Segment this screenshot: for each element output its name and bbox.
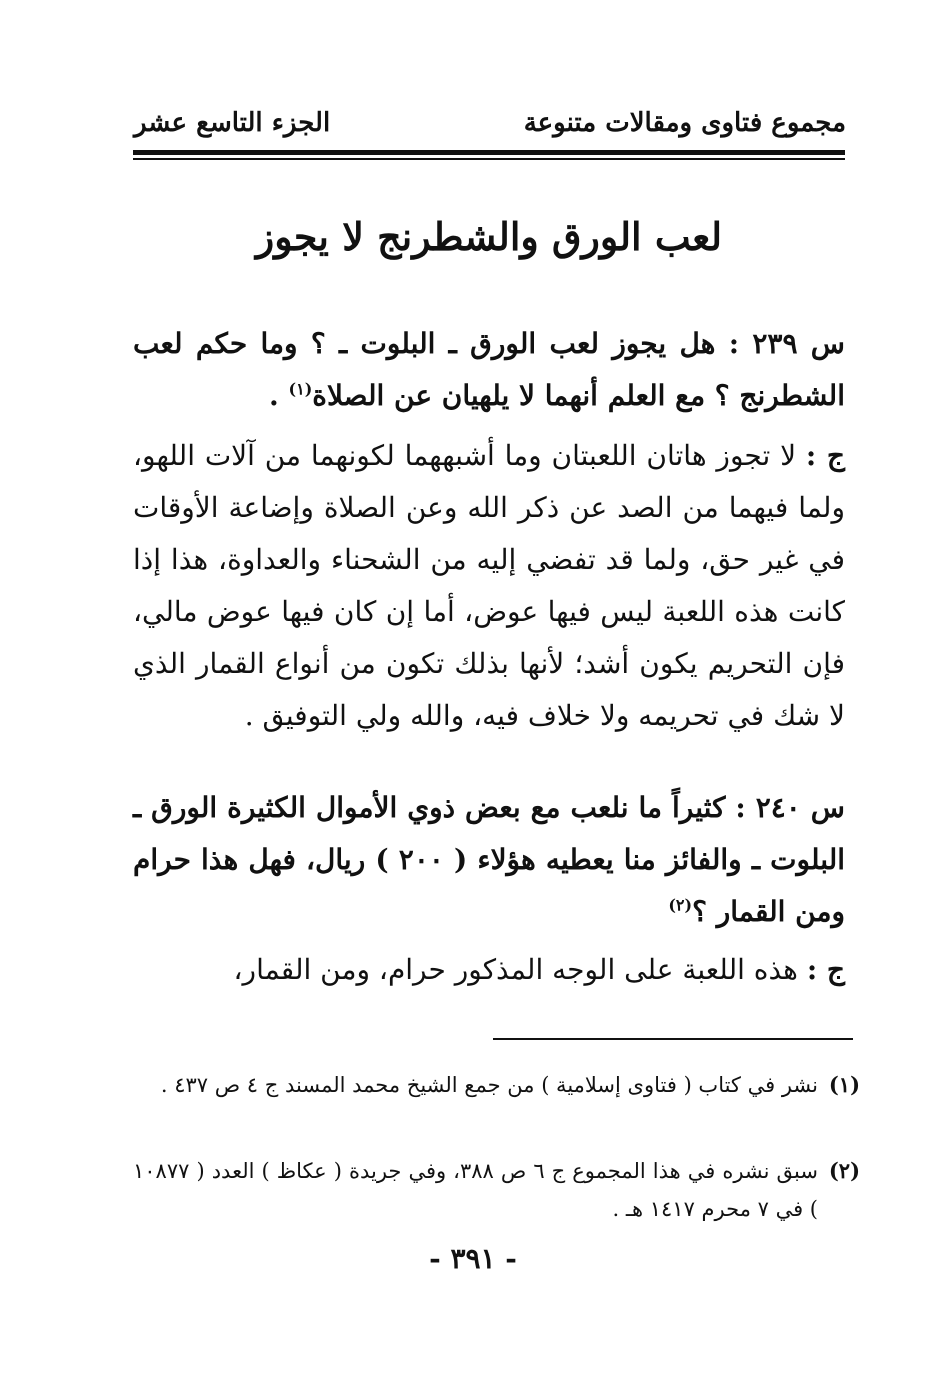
footnote-1 <box>133 1066 860 1104</box>
footnote-ref-2: (٢) <box>668 895 693 915</box>
question-240 <box>133 782 845 938</box>
answer-239 <box>133 430 845 742</box>
answer-text: هذه اللعبة على الوجه المذكور حرام، ومن القمار، <box>233 953 798 986</box>
footnote-text: سبق نشره في هذا المجموع ج ٦ ص ٣٨٨، وفي جريدة ( عكاظ ) العدد ( ١٠٨٧٧ ) في ٧ محرم ١٤١٧ هـ . <box>133 1159 818 1221</box>
page-number: - ٣٩١ - <box>429 1242 517 1275</box>
question-end: . <box>269 379 289 412</box>
question-text: هل يجوز لعب الورق ـ البلوت ـ ؟ وما حكم لعب الشطرنج ؟ مع العلم أنهما لا يلهيان عن الصلاة <box>133 327 845 412</box>
question-label: س ٢٣٩ : <box>728 327 845 360</box>
answer-label: ج : <box>805 439 845 472</box>
answer-label: ج : <box>806 953 845 986</box>
footnote-number: (١) <box>828 1072 860 1097</box>
footnote-ref-1: (١) <box>288 379 313 399</box>
footnote-text: نشر في كتاب ( فتاوى إسلامية ) من جمع الشيخ محمد المسند ج ٤ ص ٤٣٧ . <box>160 1073 818 1097</box>
footnote-2 <box>133 1152 860 1228</box>
header-rule-thin <box>133 158 845 160</box>
running-header-book-title: مجموع فتاوى ومقالات متنوعة <box>523 108 846 138</box>
question-text: كثيراً ما نلعب مع بعض ذوي الأموال الكثيرة الورق ـ البلوت ـ والفائز منا يعطيه هؤلاء ( ٢٠٠ ) ريال، فهل هذا حرام ومن القمار ؟ <box>133 791 846 928</box>
answer-text: لا تجوز هاتان اللعبتان وما أشبههما لكونهما من آلات اللهو، ولما فيهما من الصد عن ذكر الله وعن الصلاة وإضاعة الأوقات في غير حق، ولما قد تفضي إليه من الشحناء والعداوة، هذا إذا كانت هذه اللعبة ليس فيها عوض، أما إن كان فيها عوض مالي، فإن التحريم يكون أشد؛ لأنها بذلك تكون من أنواع القمار الذي لا شك في تحريمه ولا خلاف فيه، والله ولي التوفيق . <box>133 439 845 732</box>
header-rule-thick <box>133 150 845 155</box>
footnote-separator <box>493 1038 853 1040</box>
running-header-volume: الجزء التاسع عشر <box>134 108 331 138</box>
section-title: لعب الورق والشطرنج لا يجوز <box>255 214 723 259</box>
question-label: س ٢٤٠ : <box>735 791 845 824</box>
footnote-number: (٢) <box>828 1158 860 1183</box>
question-239 <box>133 318 845 422</box>
answer-240 <box>133 944 845 996</box>
